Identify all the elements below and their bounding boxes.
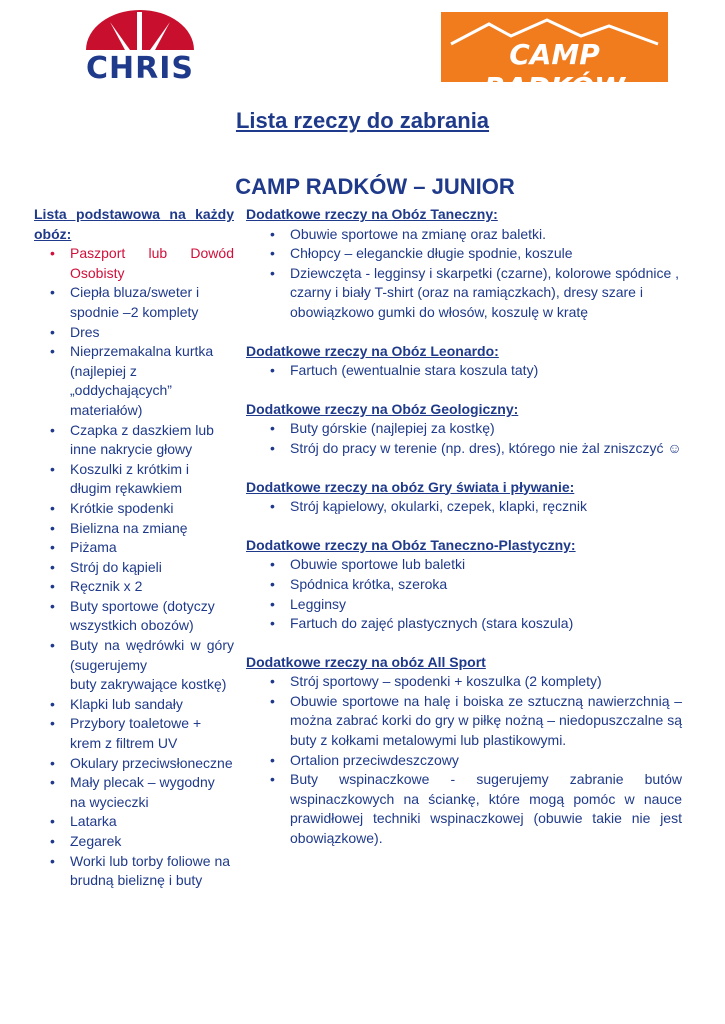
section-heading: Dodatkowe rzeczy na obóz All Sport: [246, 653, 486, 670]
basic-list: [26, 244, 234, 675]
list-item: • Buty wspinaczkowe - sugerujemy zabranie butów wspinaczkowych na ściankę, które mogą pomóc w nauce prawidłowej techniki wspinaczkowej (obuwie takie nie jest obowiązkowe).: [246, 770, 682, 848]
list-item: • Obuwie sportowe na zmianę oraz baletki.: [246, 225, 682, 245]
list-item: • Fartuch (ewentualnie stara koszula taty): [246, 361, 682, 381]
section-list: [246, 497, 682, 517]
basic-list-continued: [26, 695, 234, 891]
section-heading: Dodatkowe rzeczy na Obóz Taneczny:: [246, 206, 498, 222]
list-item: • Dziewczęta - legginsy i skarpetki (czarne), kolorowe spódnice , czarny i biały T-shirt (oraz na ramiączkach), dresy szare i obowiązkowo gumki do włosów, koszulę w kratę: [246, 264, 682, 323]
list-item: • Worki lub torby foliowe na brudną bieliznę i buty: [26, 852, 234, 891]
list-item: • Bielizna na zmianę: [26, 519, 234, 539]
list-item: • Piżama: [26, 538, 234, 558]
list-item: • Mały plecak – wygodny na wycieczki: [26, 773, 234, 812]
list-item: • Przybory toaletowe + krem z filtrem UV: [26, 714, 234, 753]
section-heading: Dodatkowe rzeczy na Obóz Geologiczny:: [246, 400, 519, 417]
basic-list-column: [26, 205, 234, 891]
list-item: • Obuwie sportowe lub baletki: [246, 555, 682, 575]
chris-logo: [40, 8, 240, 86]
section-list: [246, 672, 682, 848]
list-item: • Okulary przeciwsłoneczne: [26, 754, 234, 774]
list-item: • Buty górskie (najlepiej za kostkę): [246, 419, 682, 439]
section-geologiczny: [246, 400, 682, 459]
section-list: [246, 225, 682, 323]
svg-text:CHRIS: CHRIS: [86, 51, 194, 86]
section-list: [246, 555, 682, 633]
section-list: [246, 361, 682, 381]
list-item: • Strój do pracy w terenie (np. dres), którego nie żal zniszczyć ☺: [246, 439, 682, 459]
list-item: • Krótkie spodenki: [26, 499, 234, 519]
list-item: • Buty sportowe (dotyczy wszystkich obozów): [26, 597, 234, 636]
section-leonardo: [246, 342, 682, 381]
section-all-sport: [246, 653, 682, 849]
list-item: • Klapki lub sandały: [26, 695, 234, 715]
page-title: Lista rzeczy do zabrania: [235, 108, 490, 133]
list-item: • Czapka z daszkiem lub inne nakrycie głowy: [26, 421, 234, 460]
list-item: • Latarka: [26, 812, 234, 832]
list-item: • Legginsy: [246, 595, 682, 615]
list-item: • Nieprzemakalna kurtka (najlepiej z „oddychających” materiałów): [26, 342, 234, 420]
camp-radkow-logo: [441, 12, 668, 104]
list-item: • Obuwie sportowe na halę i boiska ze sztuczną nawierzchnią – można zabrać korki do gry w piłkę nożną – niedopuszczalne są buty z kołkami metalowymi lub plastikowymi.: [246, 692, 682, 751]
list-item: • Fartuch do zajęć plastycznych (stara koszula): [246, 614, 682, 634]
list-item: • Ciepła bluza/sweter i spodnie –2 komplety: [26, 283, 234, 322]
section-heading: Dodatkowe rzeczy na obóz Gry świata i pływanie:: [246, 478, 575, 495]
list-item: • Spódnica krótka, szeroka: [246, 575, 682, 595]
list-item-continuation: buty zakrywające kostkę): [70, 676, 227, 693]
list-item: • Ręcznik x 2: [26, 577, 234, 597]
list-item: • Chłopcy – eleganckie długie spodnie, koszule: [246, 244, 682, 264]
section-taneczno-plastyczny: [246, 536, 682, 634]
list-item: • Strój do kąpieli: [26, 558, 234, 578]
list-item: • Dres: [26, 323, 234, 343]
list-item: • Koszulki z krótkim i długim rękawkiem: [26, 460, 234, 499]
section-gry-swiata: [246, 478, 682, 517]
basic-list-heading: Lista podstawowa na każdy obóz:: [34, 206, 234, 242]
list-item: • Zegarek: [26, 832, 234, 852]
section-list: [246, 419, 682, 458]
section-heading: Dodatkowe rzeczy na Obóz Taneczno-Plastyczny:: [246, 536, 576, 553]
page-subtitle: CAMP RADKÓW – JUNIOR: [235, 174, 515, 199]
section-heading: Dodatkowe rzeczy na Obóz Leonardo:: [246, 342, 499, 359]
list-item: • Strój kąpielowy, okularki, czepek, klapki, ręcznik: [246, 497, 682, 517]
list-item: • Strój sportowy – spodenki + koszulka (2 komplety): [246, 672, 682, 692]
extra-lists-column: [246, 205, 682, 849]
list-item: • Paszport lub Dowód Osobisty: [26, 244, 234, 283]
camp-radkow-logo-text: CAMP RADKÓW: [483, 38, 626, 104]
list-item: • Buty na wędrówki w góry (sugerujemy: [26, 636, 234, 675]
list-item: • Ortalion przeciwdeszczowy: [246, 751, 682, 771]
section-taneczny: [246, 205, 682, 323]
